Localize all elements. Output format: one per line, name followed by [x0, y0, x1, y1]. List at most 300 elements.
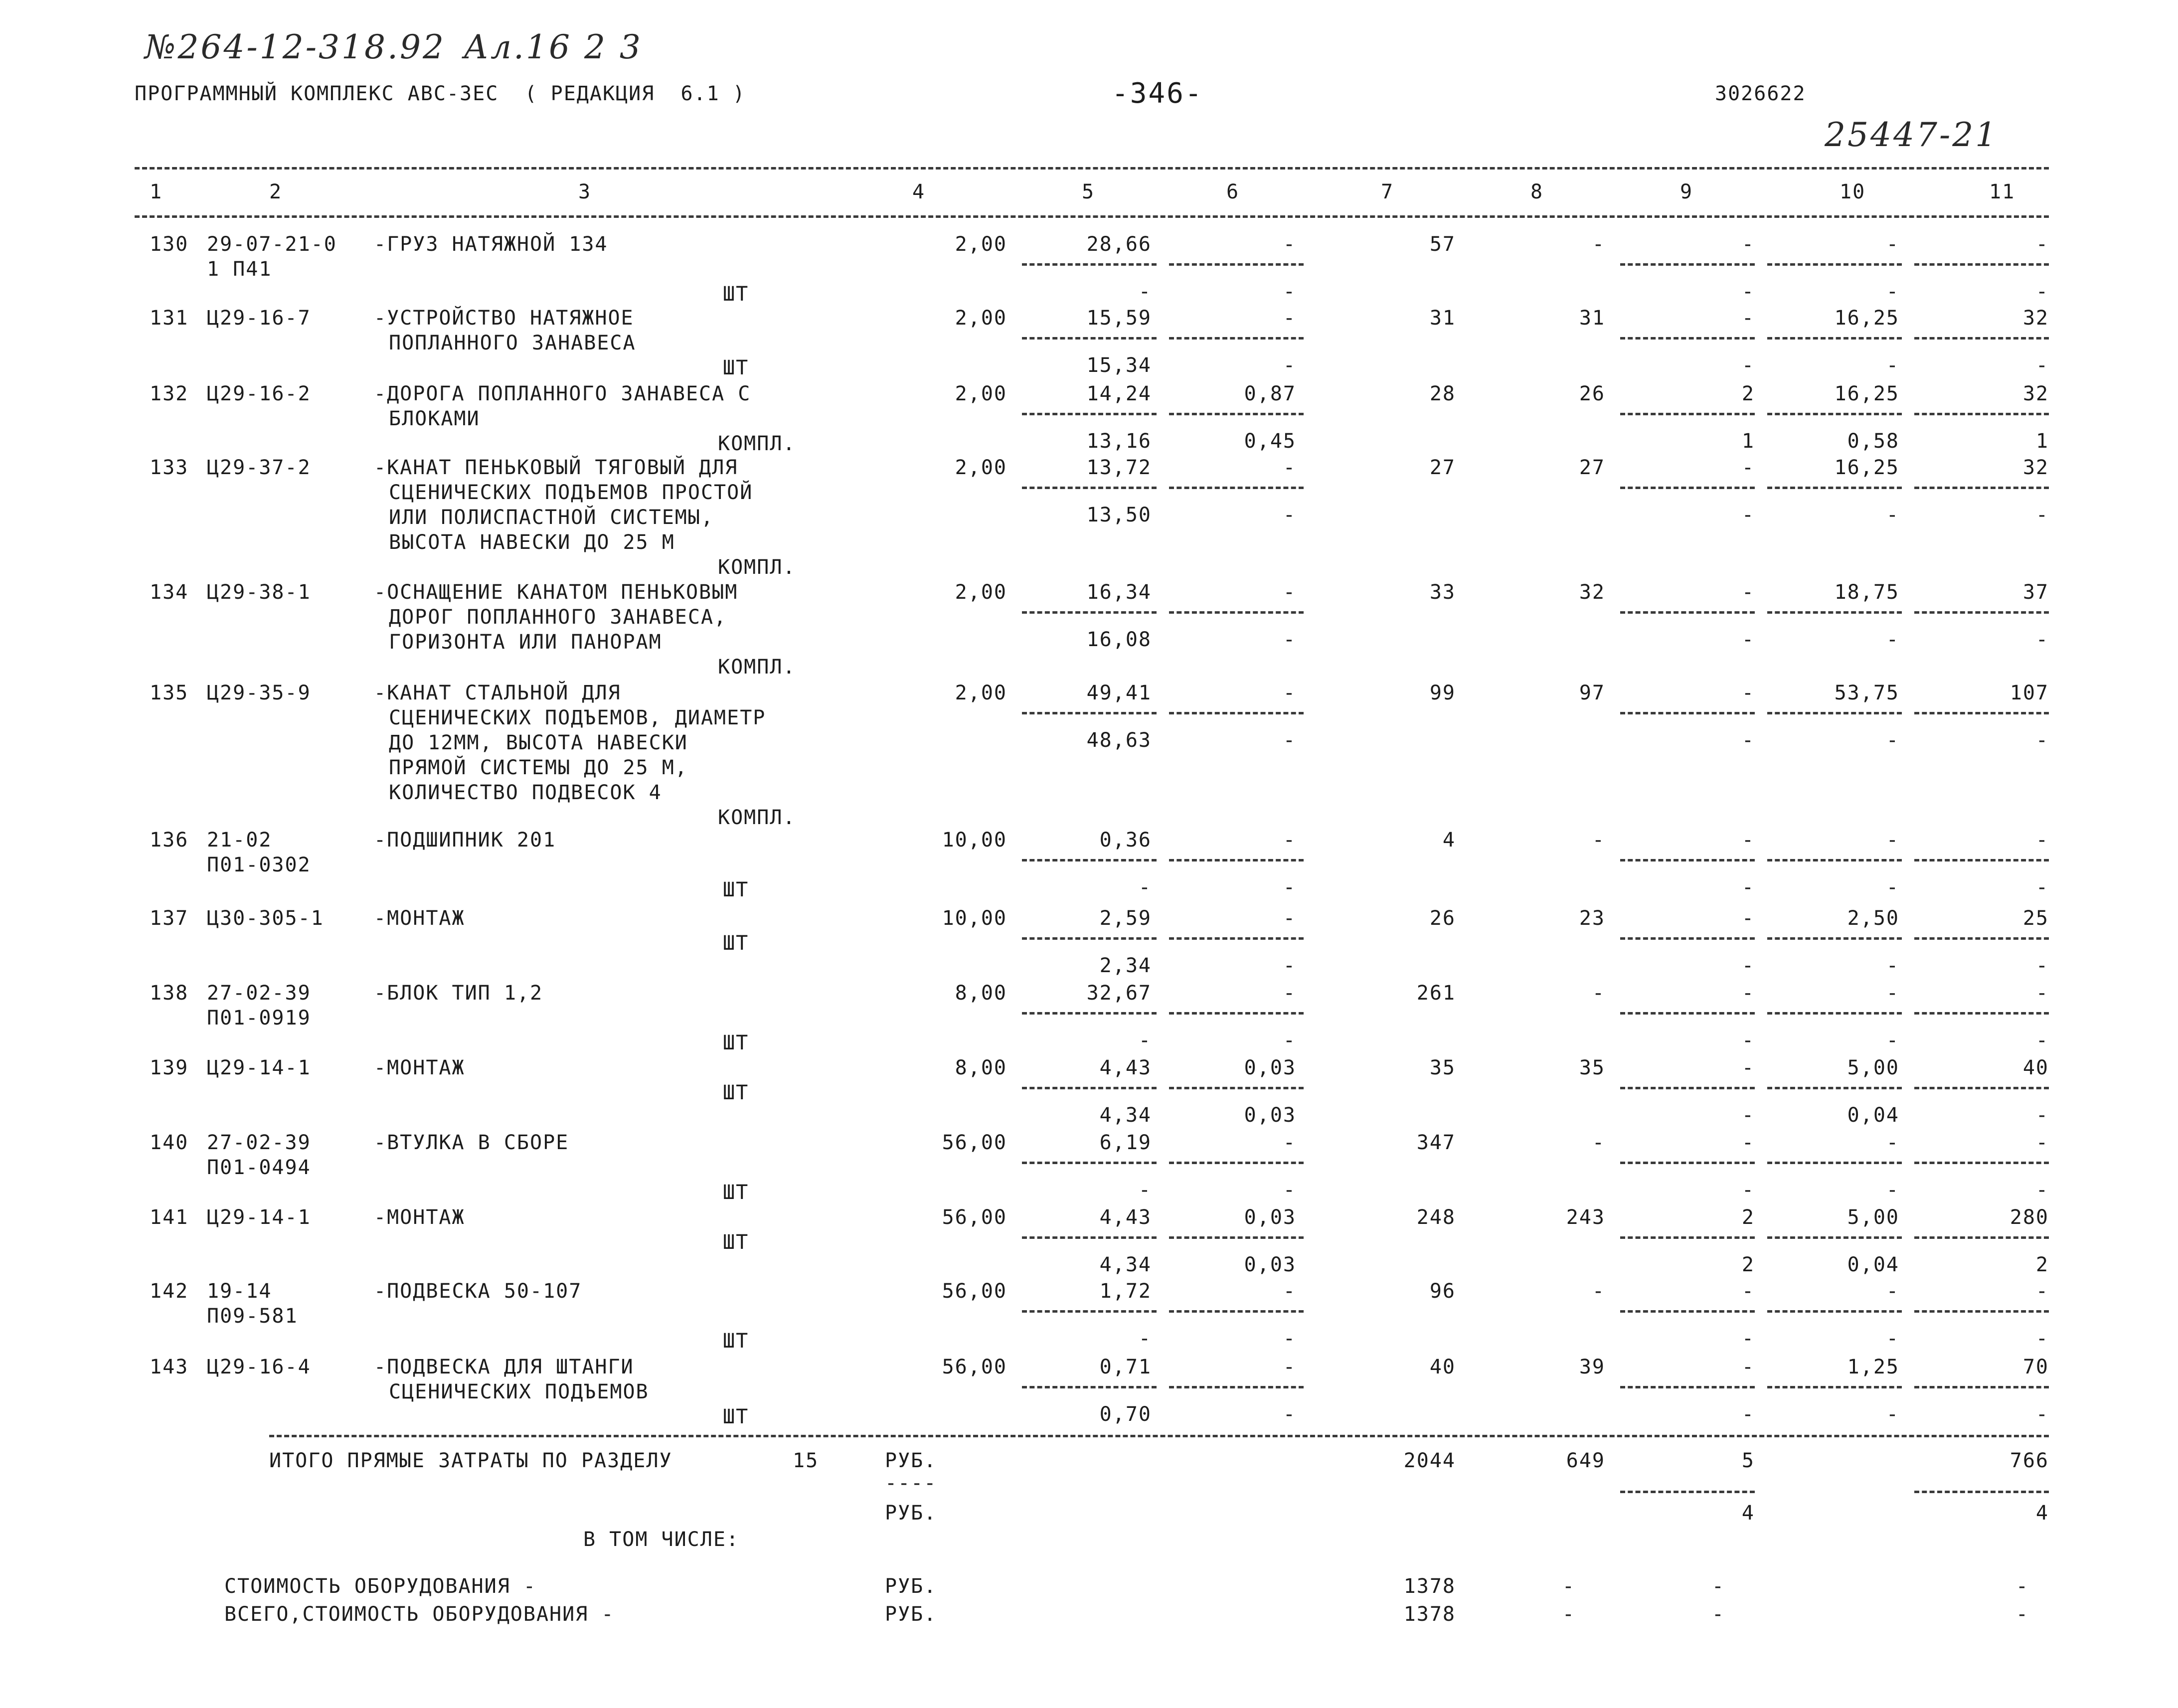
row-code: П01-0919 — [207, 1007, 311, 1029]
row-col5-sub: - — [1138, 876, 1152, 899]
row-col6-main: - — [1283, 982, 1296, 1005]
row-description: -ДОРОГА ПОПЛАННОГО ЗАНАВЕСА С — [374, 382, 751, 405]
row-col5-sub: 15,34 — [1086, 354, 1152, 377]
row-col7: 40 — [1429, 1356, 1456, 1378]
row-col5-main: 0,36 — [1099, 829, 1152, 852]
row-col6-main: 0,03 — [1244, 1206, 1296, 1229]
row-col5-sub: 13,50 — [1086, 504, 1152, 526]
row-col7: 99 — [1429, 682, 1456, 704]
row-col6-sub: - — [1283, 1179, 1296, 1201]
row-col10-sub: - — [1886, 1403, 1899, 1426]
column-header-1: 1 — [150, 180, 163, 203]
handwritten-sheet-code: 25447-21 — [1825, 116, 1999, 154]
row-col11-sub: - — [2035, 1104, 2049, 1127]
row-col11-rule — [1914, 1310, 2049, 1313]
row-col6-main: - — [1283, 1356, 1296, 1378]
row-col11-rule — [1914, 487, 2049, 489]
row-col5-rule — [1022, 1310, 1157, 1313]
row-col9-sub: 1 — [1741, 430, 1755, 453]
row-col10-sub: 0,58 — [1847, 430, 1899, 453]
row-col10-rule — [1767, 859, 1902, 861]
row-col7: 33 — [1429, 581, 1456, 604]
row-col6-main: - — [1283, 581, 1296, 604]
row-col9-main: - — [1741, 456, 1755, 479]
row-quantity: 2,00 — [955, 233, 1007, 256]
row-col6-rule — [1169, 1012, 1304, 1015]
row-col10-rule — [1767, 337, 1902, 340]
row-code: 21-02 — [207, 829, 272, 852]
row-col6-sub: 0,45 — [1244, 430, 1296, 453]
row-col5-main: 15,59 — [1086, 307, 1152, 330]
total-equipment-col8: - — [1562, 1603, 1575, 1626]
row-col11-sub: 2 — [2035, 1253, 2049, 1276]
row-col10-main: - — [1886, 233, 1899, 256]
row-col5-main: 4,43 — [1099, 1206, 1152, 1229]
row-col10-rule — [1767, 611, 1902, 614]
column-header-7: 7 — [1381, 180, 1394, 203]
row-col5-sub: 16,08 — [1086, 628, 1152, 651]
row-col10-main: 16,25 — [1834, 456, 1899, 479]
row-col9-rule — [1620, 487, 1755, 489]
row-unit: КОМПЛ. — [718, 432, 796, 455]
row-col8: 32 — [1579, 581, 1605, 604]
row-col5-main: 4,43 — [1099, 1056, 1152, 1079]
row-col11-sub: - — [2035, 1179, 2049, 1201]
row-col10-main: 16,25 — [1834, 307, 1899, 330]
row-col8: - — [1592, 829, 1605, 852]
row-col11-rule — [1914, 413, 2049, 415]
row-code: 29-07-21-0 — [207, 233, 337, 256]
row-col6-sub: - — [1283, 354, 1296, 377]
totals-currency-2: РУБ. — [885, 1502, 937, 1525]
row-col11-main: - — [2035, 829, 2049, 852]
row-col7: 248 — [1416, 1206, 1456, 1229]
row-col6-sub: - — [1283, 280, 1296, 303]
row-col11-rule — [1914, 611, 2049, 614]
row-col5-sub: 2,34 — [1099, 954, 1152, 977]
row-col7: 28 — [1429, 382, 1456, 405]
row-number: 132 — [150, 382, 189, 405]
row-col9-rule — [1620, 712, 1755, 714]
totals-col9: 5 — [1741, 1449, 1755, 1472]
row-col10-main: 53,75 — [1834, 682, 1899, 704]
row-col6-sub: - — [1283, 1029, 1296, 1052]
row-unit: ШТ — [723, 283, 749, 306]
totals-col9-rule — [1620, 1491, 1755, 1493]
row-col8: 31 — [1579, 307, 1605, 330]
row-col9-main: - — [1741, 1131, 1755, 1154]
row-col10-rule — [1767, 1012, 1902, 1015]
row-code: 1 П41 — [207, 258, 272, 281]
row-col11-sub: 1 — [2035, 430, 2049, 453]
handwritten-document-number: №264-12-318.92 — [145, 28, 446, 66]
row-col7: 4 — [1442, 829, 1456, 852]
row-description: СЦЕНИЧЕСКИХ ПОДЪЕМОВ, ДИАМЕТР — [389, 706, 766, 729]
row-col10-rule — [1767, 1087, 1902, 1089]
row-col9-rule — [1620, 1012, 1755, 1015]
row-col5-sub: 48,63 — [1086, 729, 1152, 752]
row-col9-rule — [1620, 413, 1755, 415]
row-col11-sub: - — [2035, 354, 2049, 377]
row-col11-main: - — [2035, 233, 2049, 256]
row-col11-main: 70 — [2022, 1356, 2049, 1378]
row-col6-rule — [1169, 263, 1304, 266]
row-description: -УСТРОЙСТВО НАТЯЖНОЕ — [374, 307, 634, 330]
row-col6-rule — [1169, 487, 1304, 489]
row-col10-rule — [1767, 1236, 1902, 1239]
row-col5-rule — [1022, 263, 1157, 266]
row-description: БЛОКАМИ — [389, 407, 480, 430]
row-col6-sub: 0,03 — [1244, 1104, 1296, 1127]
row-col9-sub: - — [1741, 504, 1755, 526]
row-col9-main: 2 — [1741, 1206, 1755, 1229]
row-quantity: 10,00 — [942, 829, 1007, 852]
row-col9-sub: - — [1741, 280, 1755, 303]
column-header-9: 9 — [1680, 180, 1693, 203]
handwritten-album-number: Ал.16 2 3 — [464, 28, 643, 66]
row-code: 19-14 — [207, 1280, 272, 1303]
row-unit: КОМПЛ. — [718, 556, 796, 579]
row-col11-main: 32 — [2022, 307, 2049, 330]
totals-col11-sub: 4 — [2035, 1502, 2049, 1525]
row-col9-sub: - — [1741, 954, 1755, 977]
row-unit: ШТ — [723, 1081, 749, 1104]
row-col6-sub: - — [1283, 628, 1296, 651]
row-number: 137 — [150, 907, 189, 930]
row-col6-main: - — [1283, 907, 1296, 930]
row-col8: 243 — [1566, 1206, 1605, 1229]
row-col11-main: 37 — [2022, 581, 2049, 604]
row-col5-sub: 0,70 — [1099, 1403, 1152, 1426]
column-header-10: 10 — [1840, 180, 1866, 203]
row-quantity: 2,00 — [955, 682, 1007, 704]
row-col7: 57 — [1429, 233, 1456, 256]
row-col9-sub: 2 — [1741, 1253, 1755, 1276]
row-description: ПРЯМОЙ СИСТЕМЫ ДО 25 М, — [389, 756, 688, 779]
row-number: 140 — [150, 1131, 189, 1154]
row-col9-rule — [1620, 337, 1755, 340]
row-description: -БЛОК ТИП 1,2 — [374, 982, 543, 1005]
row-col9-rule — [1620, 263, 1755, 266]
row-col11-main: 32 — [2022, 382, 2049, 405]
total-equipment-label: ВСЕГО,СТОИМОСТЬ ОБОРУДОВАНИЯ - — [224, 1603, 615, 1626]
row-quantity: 56,00 — [942, 1206, 1007, 1229]
including-label: В ТОМ ЧИСЛЕ: — [583, 1528, 739, 1551]
row-col10-sub: 0,04 — [1847, 1104, 1899, 1127]
row-col6-sub: - — [1283, 1327, 1296, 1350]
row-col11-rule — [1914, 1236, 2049, 1239]
row-code: Ц29-14-1 — [207, 1056, 311, 1079]
row-col10-rule — [1767, 1310, 1902, 1313]
equipment-cost-currency: РУБ. — [885, 1575, 937, 1598]
row-quantity: 56,00 — [942, 1131, 1007, 1154]
row-code: П01-0302 — [207, 854, 311, 876]
totals-col8: 649 — [1566, 1449, 1605, 1472]
row-number: 135 — [150, 682, 189, 704]
row-col6-main: 0,87 — [1244, 382, 1296, 405]
row-col9-main: - — [1741, 581, 1755, 604]
row-col11-rule — [1914, 859, 2049, 861]
column-header-2: 2 — [269, 180, 283, 203]
row-col11-rule — [1914, 1012, 2049, 1015]
row-code: Ц29-16-7 — [207, 307, 311, 330]
row-description: -КАНАТ СТАЛЬНОЙ ДЛЯ — [374, 682, 621, 704]
row-col9-sub: - — [1741, 1029, 1755, 1052]
row-quantity: 8,00 — [955, 1056, 1007, 1079]
row-col10-main: 5,00 — [1847, 1206, 1899, 1229]
row-col8: 26 — [1579, 382, 1605, 405]
row-description: ДОРОГ ПОПЛАННОГО ЗАНАВЕСА, — [389, 606, 727, 629]
row-description: ИЛИ ПОЛИСПАСТНОЙ СИСТЕМЫ, — [389, 506, 714, 529]
row-col6-sub: - — [1283, 1403, 1296, 1426]
row-col8: - — [1592, 982, 1605, 1005]
row-unit: ШТ — [723, 1231, 749, 1254]
row-quantity: 8,00 — [955, 982, 1007, 1005]
row-col5-sub: 13,16 — [1086, 430, 1152, 453]
totals-rule — [269, 1435, 2049, 1437]
row-col9-main: - — [1741, 907, 1755, 930]
row-number: 130 — [150, 233, 189, 256]
row-col6-rule — [1169, 1087, 1304, 1089]
equipment-cost-col8: - — [1562, 1575, 1575, 1598]
column-header-6: 6 — [1226, 180, 1240, 203]
row-col11-sub: - — [2035, 954, 2049, 977]
row-col5-sub: - — [1138, 1029, 1152, 1052]
row-unit: ШТ — [723, 1181, 749, 1204]
totals-col11-rule — [1914, 1491, 2049, 1493]
row-quantity: 10,00 — [942, 907, 1007, 930]
row-col9-main: - — [1741, 307, 1755, 330]
row-col11-sub: - — [2035, 1029, 2049, 1052]
row-col10-rule — [1767, 1162, 1902, 1164]
row-col10-main: 5,00 — [1847, 1056, 1899, 1079]
row-col5-sub: - — [1138, 280, 1152, 303]
row-col10-sub: - — [1886, 954, 1899, 977]
row-col9-main: - — [1741, 829, 1755, 852]
row-col10-sub: - — [1886, 1029, 1899, 1052]
row-col10-rule — [1767, 712, 1902, 714]
row-col7: 35 — [1429, 1056, 1456, 1079]
row-col8: 35 — [1579, 1056, 1605, 1079]
row-col11-rule — [1914, 1087, 2049, 1089]
row-col8: 23 — [1579, 907, 1605, 930]
row-quantity: 2,00 — [955, 456, 1007, 479]
row-col5-rule — [1022, 337, 1157, 340]
row-unit: ШТ — [723, 1330, 749, 1353]
row-col8: - — [1592, 1131, 1605, 1154]
row-col5-rule — [1022, 1162, 1157, 1164]
row-col6-main: - — [1283, 829, 1296, 852]
row-col5-sub: 4,34 — [1099, 1253, 1152, 1276]
row-col10-rule — [1767, 937, 1902, 940]
row-col10-main: - — [1886, 829, 1899, 852]
row-col5-main: 16,34 — [1086, 581, 1152, 604]
row-col10-main: 16,25 — [1834, 382, 1899, 405]
row-col11-rule — [1914, 1386, 2049, 1388]
row-col5-rule — [1022, 611, 1157, 614]
equipment-cost-label: СТОИМОСТЬ ОБОРУДОВАНИЯ - — [224, 1575, 536, 1598]
row-unit: ШТ — [723, 1405, 749, 1428]
row-col6-sub: - — [1283, 876, 1296, 899]
row-col11-rule — [1914, 263, 2049, 266]
row-col6-rule — [1169, 611, 1304, 614]
row-col6-rule — [1169, 859, 1304, 861]
row-code: Ц29-37-2 — [207, 456, 311, 479]
row-col5-main: 49,41 — [1086, 682, 1152, 704]
row-col10-sub: 0,04 — [1847, 1253, 1899, 1276]
column-header-8: 8 — [1530, 180, 1544, 203]
column-header-11: 11 — [1989, 180, 2015, 203]
totals-col9-sub: 4 — [1741, 1502, 1755, 1525]
row-col10-sub: - — [1886, 1327, 1899, 1350]
row-col10-sub: - — [1886, 1179, 1899, 1201]
row-col9-main: - — [1741, 1280, 1755, 1303]
row-col7: 26 — [1429, 907, 1456, 930]
row-col9-rule — [1620, 611, 1755, 614]
row-col10-sub: - — [1886, 354, 1899, 377]
row-unit: ШТ — [723, 1031, 749, 1054]
row-description: -КАНАТ ПЕНЬКОВЫЙ ТЯГОВЫЙ ДЛЯ — [374, 456, 738, 479]
row-col8: 97 — [1579, 682, 1605, 704]
row-col5-main: 1,72 — [1099, 1280, 1152, 1303]
row-unit: КОМПЛ. — [718, 806, 796, 829]
row-col11-main: 40 — [2022, 1056, 2049, 1079]
row-col9-rule — [1620, 859, 1755, 861]
row-col10-main: - — [1886, 1280, 1899, 1303]
row-col11-main: - — [2035, 1131, 2049, 1154]
row-col9-sub: - — [1741, 354, 1755, 377]
row-col10-rule — [1767, 1386, 1902, 1388]
row-col5-sub: 4,34 — [1099, 1104, 1152, 1127]
row-col11-main: - — [2035, 1280, 2049, 1303]
row-col9-rule — [1620, 1236, 1755, 1239]
row-code: Ц29-16-4 — [207, 1356, 311, 1378]
row-col11-rule — [1914, 712, 2049, 714]
total-equipment-value: 1378 — [1403, 1603, 1456, 1626]
row-col9-sub: - — [1741, 729, 1755, 752]
row-number: 142 — [150, 1280, 189, 1303]
row-col10-main: 1,25 — [1847, 1356, 1899, 1378]
row-col6-sub: - — [1283, 729, 1296, 752]
row-col6-sub: 0,03 — [1244, 1253, 1296, 1276]
total-equipment-col11: - — [2015, 1603, 2029, 1626]
header-rule-bottom — [135, 215, 2049, 218]
row-quantity: 56,00 — [942, 1280, 1007, 1303]
row-col8: - — [1592, 1280, 1605, 1303]
row-col8: 27 — [1579, 456, 1605, 479]
totals-col11: 766 — [2010, 1449, 2049, 1472]
row-col5-rule — [1022, 1236, 1157, 1239]
row-col6-main: 0,03 — [1244, 1056, 1296, 1079]
row-col11-rule — [1914, 1162, 2049, 1164]
row-col7: 347 — [1416, 1131, 1456, 1154]
row-number: 138 — [150, 982, 189, 1005]
row-col5-sub: - — [1138, 1179, 1152, 1201]
row-col5-rule — [1022, 413, 1157, 415]
row-description: -МОНТАЖ — [374, 1206, 465, 1229]
row-col5-main: 6,19 — [1099, 1131, 1152, 1154]
row-col11-main: 32 — [2022, 456, 2049, 479]
row-col8: 39 — [1579, 1356, 1605, 1378]
row-col6-rule — [1169, 1162, 1304, 1164]
row-description: СЦЕНИЧЕСКИХ ПОДЪЕМОВ — [389, 1380, 649, 1403]
row-description: ДО 12ММ, ВЫСОТА НАВЕСКИ — [389, 731, 688, 754]
row-col5-rule — [1022, 1012, 1157, 1015]
row-col8: - — [1592, 233, 1605, 256]
row-col9-sub: - — [1741, 1327, 1755, 1350]
row-quantity: 2,00 — [955, 382, 1007, 405]
row-col6-main: - — [1283, 682, 1296, 704]
row-col6-main: - — [1283, 1131, 1296, 1154]
row-col9-sub: - — [1741, 876, 1755, 899]
row-col11-main: 280 — [2010, 1206, 2049, 1229]
row-description: СЦЕНИЧЕСКИХ ПОДЪЕМОВ ПРОСТОЙ — [389, 481, 753, 504]
row-col7: 261 — [1416, 982, 1456, 1005]
row-col10-main: 2,50 — [1847, 907, 1899, 930]
equipment-cost-value: 1378 — [1403, 1575, 1456, 1598]
row-description: -ПОДШИПНИК 201 — [374, 829, 556, 852]
column-header-5: 5 — [1082, 180, 1095, 203]
row-description: -ВТУЛКА В СБОРЕ — [374, 1131, 569, 1154]
header-rule-top — [135, 167, 2049, 170]
row-col5-main: 0,71 — [1099, 1356, 1152, 1378]
row-description: -ПОДВЕСКА ДЛЯ ШТАНГИ — [374, 1356, 634, 1378]
row-unit: КОМПЛ. — [718, 656, 796, 679]
row-col11-rule — [1914, 337, 2049, 340]
row-quantity: 2,00 — [955, 581, 1007, 604]
total-equipment-col9: - — [1711, 1603, 1725, 1626]
row-col10-sub: - — [1886, 504, 1899, 526]
row-quantity: 2,00 — [955, 307, 1007, 330]
row-code: Ц29-16-2 — [207, 382, 311, 405]
row-code: П09-581 — [207, 1305, 298, 1328]
row-col5-main: 13,72 — [1086, 456, 1152, 479]
row-number: 133 — [150, 456, 189, 479]
row-description: -ПОДВЕСКА 50-107 — [374, 1280, 582, 1303]
row-col5-rule — [1022, 712, 1157, 714]
row-number: 134 — [150, 581, 189, 604]
row-col5-main: 32,67 — [1086, 982, 1152, 1005]
row-col6-main: - — [1283, 307, 1296, 330]
row-col10-main: - — [1886, 982, 1899, 1005]
column-header-3: 3 — [578, 180, 592, 203]
row-col9-sub: - — [1741, 1179, 1755, 1201]
row-col6-rule — [1169, 337, 1304, 340]
row-col11-main: - — [2035, 982, 2049, 1005]
totals-currency: РУБ. — [885, 1449, 937, 1472]
row-col10-sub: - — [1886, 729, 1899, 752]
row-col5-main: 2,59 — [1099, 907, 1152, 930]
row-number: 131 — [150, 307, 189, 330]
page-number: -346- — [1112, 77, 1203, 110]
row-col11-rule — [1914, 937, 2049, 940]
row-col9-sub: - — [1741, 1403, 1755, 1426]
row-description: -МОНТАЖ — [374, 1056, 465, 1079]
row-col7: 31 — [1429, 307, 1456, 330]
row-col6-rule — [1169, 1310, 1304, 1313]
row-code: Ц29-35-9 — [207, 682, 311, 704]
program-title: ПРОГРАММНЫЙ КОМПЛЕКС АВС-ЗЕС ( РЕДАКЦИЯ 6.1 ) — [135, 82, 746, 105]
row-col9-main: - — [1741, 982, 1755, 1005]
row-col7: 96 — [1429, 1280, 1456, 1303]
row-number: 136 — [150, 829, 189, 852]
row-col11-sub: - — [2035, 1403, 2049, 1426]
row-col9-main: 2 — [1741, 382, 1755, 405]
row-col5-rule — [1022, 937, 1157, 940]
row-quantity: 56,00 — [942, 1356, 1007, 1378]
row-number: 139 — [150, 1056, 189, 1079]
row-unit: ШТ — [723, 878, 749, 901]
